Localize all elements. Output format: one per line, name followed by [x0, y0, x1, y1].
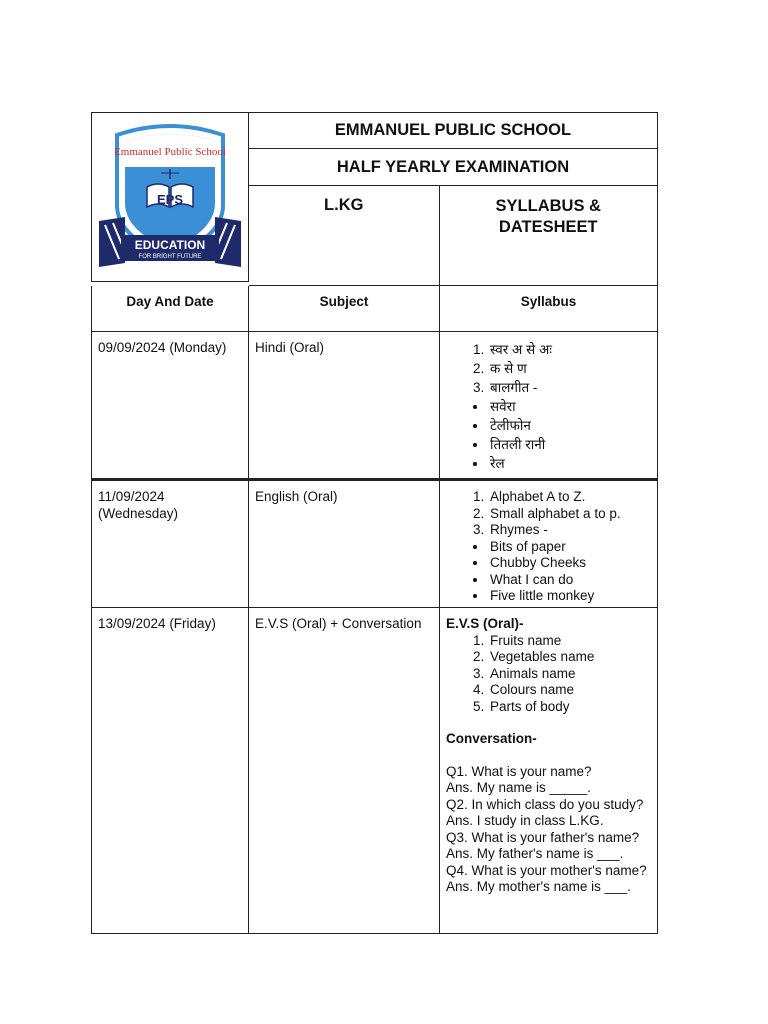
- header-info-row: [249, 186, 657, 285]
- row-subject: Hindi (Oral): [249, 332, 440, 479]
- class-name: L.KG: [249, 186, 440, 285]
- conversation-line: Ans. My name is _____.: [446, 780, 591, 795]
- row-date: 09/09/2024 (Monday): [91, 332, 249, 479]
- school-name: EMMANUEL PUBLIC SCHOOL: [249, 113, 657, 149]
- header-text-cell: [249, 112, 658, 286]
- numbered-list: [446, 489, 651, 539]
- logo-initials: EPS: [156, 192, 184, 207]
- list-item: 1. Alphabet A to Z.: [488, 489, 651, 506]
- list-item: 2. Vegetables name: [488, 649, 651, 666]
- conversation-line: Ans. My mother's name is ___.: [446, 879, 631, 894]
- school-logo: [95, 117, 245, 277]
- logo-tagline: FOR BRIGHT FUTURE: [138, 254, 202, 260]
- column-header-row: [91, 286, 658, 332]
- conversation-heading: Conversation-: [446, 731, 537, 746]
- logo-banner-text: EDUCATION: [134, 238, 206, 252]
- list-item: 1. Fruits name: [488, 633, 651, 650]
- list-item: 2. Small alphabet a to p.: [488, 506, 651, 523]
- list-item: • Bits of paper: [488, 539, 651, 556]
- list-item: • तितली रानी: [488, 435, 651, 454]
- col-subject-header: Subject: [249, 286, 440, 332]
- list-item: • Five little monkey: [488, 588, 651, 605]
- col-syllabus-header: Syllabus: [440, 286, 658, 332]
- numbered-list: [446, 633, 651, 716]
- exam-name: HALF YEARLY EXAMINATION: [249, 149, 657, 186]
- conversation-line: Q3. What is your father's name?: [446, 829, 640, 845]
- list-item: 3. Animals name: [488, 666, 651, 683]
- doc-type: [440, 186, 657, 285]
- list-item: • सवेरा: [488, 397, 651, 416]
- row-date: 13/09/2024 (Friday): [91, 608, 249, 934]
- list-item: • रेल: [488, 454, 651, 473]
- row-date: 11/09/2024 (Wednesday): [91, 479, 249, 608]
- table-row: [91, 608, 658, 934]
- header-block: [91, 112, 658, 286]
- conversation-line: Q1. What is your name?: [446, 763, 592, 779]
- list-item: 2. क से ण: [488, 359, 651, 378]
- table-row: [91, 479, 658, 608]
- evs-heading: E.V.S (Oral)-: [446, 616, 524, 631]
- col-date-header: Day And Date: [91, 286, 249, 332]
- row-subject: E.V.S (Oral) + Conversation: [249, 608, 440, 934]
- row-syllabus: [440, 479, 658, 608]
- table-row: [91, 332, 658, 479]
- row-syllabus: [440, 608, 658, 934]
- conversation-line: Q2. In which class do you study?: [446, 796, 644, 812]
- list-item: • टेलीफोन: [488, 416, 651, 435]
- numbered-list: [446, 340, 651, 397]
- row-subject: English (Oral): [249, 479, 440, 608]
- list-item: 3. Rhymes -: [488, 522, 651, 539]
- doc-type-line2: DATESHEET: [498, 218, 598, 236]
- conversation-line: Ans. I study in class L.KG.: [446, 813, 604, 828]
- bullet-list: [446, 397, 651, 473]
- list-item: 4. Colours name: [488, 682, 651, 699]
- conversation-line: Q4. What is your mother's name?: [446, 862, 647, 878]
- list-item: 1. स्वर अ से अः: [488, 340, 651, 359]
- row-syllabus: [440, 332, 658, 479]
- bullet-list: [446, 539, 651, 605]
- list-item: • What I can do: [488, 572, 651, 589]
- logo-arc-text: Emmanuel Public School: [114, 146, 226, 158]
- datesheet-table: [91, 112, 658, 934]
- list-item: 3. बालगीत -: [488, 378, 651, 397]
- school-logo-cell: [91, 112, 249, 282]
- conversation-line: Ans. My father's name is ___.: [446, 846, 624, 861]
- doc-type-line1: SYLLABUS &: [495, 197, 601, 215]
- list-item: 5. Parts of body: [488, 699, 651, 716]
- list-item: • Chubby Cheeks: [488, 555, 651, 572]
